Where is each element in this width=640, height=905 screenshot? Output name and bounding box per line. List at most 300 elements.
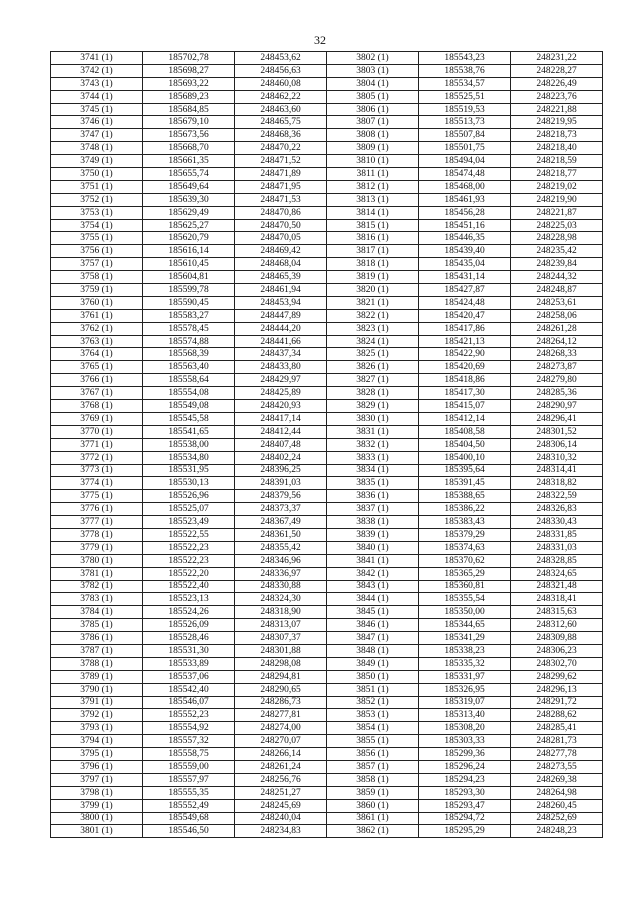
y-coordinate-cell: 248260,45 xyxy=(511,799,603,812)
x-coordinate-cell: 185391,45 xyxy=(419,477,511,490)
x-coordinate-cell: 185673,56 xyxy=(143,129,235,142)
point-id-cell: 3807 (1) xyxy=(327,116,419,129)
x-coordinate-cell: 185400,10 xyxy=(419,451,511,464)
table-row xyxy=(51,155,603,168)
table-row xyxy=(51,284,603,297)
y-coordinate-cell: 248288,62 xyxy=(511,709,603,722)
y-coordinate-cell: 248318,41 xyxy=(511,593,603,606)
y-coordinate-cell: 248251,27 xyxy=(235,786,327,799)
point-id-cell: 3833 (1) xyxy=(327,451,419,464)
coordinates-table-body xyxy=(51,52,603,838)
y-coordinate-cell: 248273,87 xyxy=(511,361,603,374)
y-coordinate-cell: 248258,06 xyxy=(511,309,603,322)
coordinates-table xyxy=(50,51,603,838)
point-id-cell: 3800 (1) xyxy=(51,812,143,825)
table-row xyxy=(51,245,603,258)
x-coordinate-cell: 185698,27 xyxy=(143,64,235,77)
x-coordinate-cell: 185541,65 xyxy=(143,425,235,438)
y-coordinate-cell: 248245,69 xyxy=(235,799,327,812)
y-coordinate-cell: 248219,90 xyxy=(511,193,603,206)
point-id-cell: 3826 (1) xyxy=(327,361,419,374)
x-coordinate-cell: 185610,45 xyxy=(143,258,235,271)
x-coordinate-cell: 185303,33 xyxy=(419,735,511,748)
y-coordinate-cell: 248322,59 xyxy=(511,490,603,503)
table-row xyxy=(51,670,603,683)
y-coordinate-cell: 248274,00 xyxy=(235,722,327,735)
point-id-cell: 3767 (1) xyxy=(51,387,143,400)
point-id-cell: 3766 (1) xyxy=(51,374,143,387)
x-coordinate-cell: 185313,40 xyxy=(419,709,511,722)
table-row xyxy=(51,412,603,425)
point-id-cell: 3814 (1) xyxy=(327,206,419,219)
y-coordinate-cell: 248471,53 xyxy=(235,193,327,206)
table-row xyxy=(51,477,603,490)
x-coordinate-cell: 185501,75 xyxy=(419,142,511,155)
x-coordinate-cell: 185543,23 xyxy=(419,52,511,65)
point-id-cell: 3860 (1) xyxy=(327,799,419,812)
table-row xyxy=(51,619,603,632)
x-coordinate-cell: 185370,62 xyxy=(419,554,511,567)
point-id-cell: 3771 (1) xyxy=(51,438,143,451)
x-coordinate-cell: 185468,00 xyxy=(419,180,511,193)
point-id-cell: 3791 (1) xyxy=(51,696,143,709)
x-coordinate-cell: 185522,40 xyxy=(143,580,235,593)
y-coordinate-cell: 248402,24 xyxy=(235,451,327,464)
y-coordinate-cell: 248261,28 xyxy=(511,322,603,335)
y-coordinate-cell: 248429,97 xyxy=(235,374,327,387)
point-id-cell: 3763 (1) xyxy=(51,335,143,348)
x-coordinate-cell: 185549,08 xyxy=(143,400,235,413)
point-id-cell: 3748 (1) xyxy=(51,142,143,155)
table-row xyxy=(51,438,603,451)
point-id-cell: 3851 (1) xyxy=(327,683,419,696)
y-coordinate-cell: 248306,14 xyxy=(511,438,603,451)
x-coordinate-cell: 185427,87 xyxy=(419,284,511,297)
y-coordinate-cell: 248417,14 xyxy=(235,412,327,425)
y-coordinate-cell: 248301,88 xyxy=(235,644,327,657)
y-coordinate-cell: 248314,41 xyxy=(511,464,603,477)
x-coordinate-cell: 185415,07 xyxy=(419,400,511,413)
table-row xyxy=(51,116,603,129)
point-id-cell: 3778 (1) xyxy=(51,528,143,541)
table-row xyxy=(51,335,603,348)
y-coordinate-cell: 248219,95 xyxy=(511,116,603,129)
point-id-cell: 3753 (1) xyxy=(51,206,143,219)
point-id-cell: 3756 (1) xyxy=(51,245,143,258)
x-coordinate-cell: 185519,53 xyxy=(419,103,511,116)
point-id-cell: 3796 (1) xyxy=(51,760,143,773)
x-coordinate-cell: 185679,10 xyxy=(143,116,235,129)
point-id-cell: 3813 (1) xyxy=(327,193,419,206)
x-coordinate-cell: 185552,23 xyxy=(143,709,235,722)
point-id-cell: 3859 (1) xyxy=(327,786,419,799)
y-coordinate-cell: 248279,80 xyxy=(511,374,603,387)
point-id-cell: 3747 (1) xyxy=(51,129,143,142)
x-coordinate-cell: 185435,04 xyxy=(419,258,511,271)
y-coordinate-cell: 248268,33 xyxy=(511,348,603,361)
point-id-cell: 3755 (1) xyxy=(51,232,143,245)
point-id-cell: 3855 (1) xyxy=(327,735,419,748)
x-coordinate-cell: 185684,85 xyxy=(143,103,235,116)
x-coordinate-cell: 185523,13 xyxy=(143,593,235,606)
y-coordinate-cell: 248420,93 xyxy=(235,400,327,413)
x-coordinate-cell: 185702,78 xyxy=(143,52,235,65)
point-id-cell: 3777 (1) xyxy=(51,516,143,529)
table-row xyxy=(51,387,603,400)
x-coordinate-cell: 185549,68 xyxy=(143,812,235,825)
y-coordinate-cell: 248221,88 xyxy=(511,103,603,116)
y-coordinate-cell: 248226,49 xyxy=(511,77,603,90)
x-coordinate-cell: 185552,49 xyxy=(143,799,235,812)
y-coordinate-cell: 248453,62 xyxy=(235,52,327,65)
point-id-cell: 3857 (1) xyxy=(327,760,419,773)
y-coordinate-cell: 248315,63 xyxy=(511,606,603,619)
x-coordinate-cell: 185338,23 xyxy=(419,644,511,657)
point-id-cell: 3837 (1) xyxy=(327,503,419,516)
table-row xyxy=(51,103,603,116)
y-coordinate-cell: 248248,23 xyxy=(511,825,603,838)
point-id-cell: 3840 (1) xyxy=(327,541,419,554)
y-coordinate-cell: 248462,22 xyxy=(235,90,327,103)
x-coordinate-cell: 185417,86 xyxy=(419,322,511,335)
y-coordinate-cell: 248437,34 xyxy=(235,348,327,361)
y-coordinate-cell: 248330,88 xyxy=(235,580,327,593)
x-coordinate-cell: 185513,73 xyxy=(419,116,511,129)
point-id-cell: 3821 (1) xyxy=(327,296,419,309)
point-id-cell: 3786 (1) xyxy=(51,632,143,645)
x-coordinate-cell: 185379,29 xyxy=(419,528,511,541)
x-coordinate-cell: 185424,48 xyxy=(419,296,511,309)
table-row xyxy=(51,593,603,606)
point-id-cell: 3798 (1) xyxy=(51,786,143,799)
y-coordinate-cell: 248447,89 xyxy=(235,309,327,322)
x-coordinate-cell: 185542,40 xyxy=(143,683,235,696)
y-coordinate-cell: 248469,42 xyxy=(235,245,327,258)
x-coordinate-cell: 185299,36 xyxy=(419,748,511,761)
table-row xyxy=(51,180,603,193)
table-row xyxy=(51,735,603,748)
point-id-cell: 3787 (1) xyxy=(51,644,143,657)
table-row xyxy=(51,219,603,232)
point-id-cell: 3850 (1) xyxy=(327,670,419,683)
x-coordinate-cell: 185522,23 xyxy=(143,554,235,567)
point-id-cell: 3772 (1) xyxy=(51,451,143,464)
table-row xyxy=(51,77,603,90)
x-coordinate-cell: 185616,14 xyxy=(143,245,235,258)
y-coordinate-cell: 248296,13 xyxy=(511,683,603,696)
point-id-cell: 3764 (1) xyxy=(51,348,143,361)
y-coordinate-cell: 248296,41 xyxy=(511,412,603,425)
y-coordinate-cell: 248248,87 xyxy=(511,284,603,297)
x-coordinate-cell: 185526,09 xyxy=(143,619,235,632)
table-row xyxy=(51,812,603,825)
y-coordinate-cell: 248239,84 xyxy=(511,258,603,271)
point-id-cell: 3784 (1) xyxy=(51,606,143,619)
point-id-cell: 3823 (1) xyxy=(327,322,419,335)
table-row xyxy=(51,322,603,335)
y-coordinate-cell: 248379,56 xyxy=(235,490,327,503)
x-coordinate-cell: 185625,27 xyxy=(143,219,235,232)
point-id-cell: 3809 (1) xyxy=(327,142,419,155)
x-coordinate-cell: 185528,46 xyxy=(143,632,235,645)
y-coordinate-cell: 248331,85 xyxy=(511,528,603,541)
point-id-cell: 3842 (1) xyxy=(327,567,419,580)
y-coordinate-cell: 248294,81 xyxy=(235,670,327,683)
y-coordinate-cell: 248326,83 xyxy=(511,503,603,516)
x-coordinate-cell: 185531,95 xyxy=(143,464,235,477)
y-coordinate-cell: 248228,98 xyxy=(511,232,603,245)
y-coordinate-cell: 248318,90 xyxy=(235,606,327,619)
point-id-cell: 3816 (1) xyxy=(327,232,419,245)
x-coordinate-cell: 185296,24 xyxy=(419,760,511,773)
point-id-cell: 3827 (1) xyxy=(327,374,419,387)
table-row xyxy=(51,748,603,761)
x-coordinate-cell: 185546,50 xyxy=(143,825,235,838)
y-coordinate-cell: 248460,08 xyxy=(235,77,327,90)
table-row xyxy=(51,722,603,735)
table-row xyxy=(51,554,603,567)
point-id-cell: 3741 (1) xyxy=(51,52,143,65)
x-coordinate-cell: 185693,22 xyxy=(143,77,235,90)
x-coordinate-cell: 185308,20 xyxy=(419,722,511,735)
x-coordinate-cell: 185344,65 xyxy=(419,619,511,632)
point-id-cell: 3781 (1) xyxy=(51,567,143,580)
table-row xyxy=(51,142,603,155)
y-coordinate-cell: 248441,66 xyxy=(235,335,327,348)
y-coordinate-cell: 248412,44 xyxy=(235,425,327,438)
y-coordinate-cell: 248306,23 xyxy=(511,644,603,657)
point-id-cell: 3792 (1) xyxy=(51,709,143,722)
y-coordinate-cell: 248456,63 xyxy=(235,64,327,77)
x-coordinate-cell: 185360,81 xyxy=(419,580,511,593)
y-coordinate-cell: 248444,20 xyxy=(235,322,327,335)
table-row xyxy=(51,52,603,65)
point-id-cell: 3759 (1) xyxy=(51,284,143,297)
point-id-cell: 3770 (1) xyxy=(51,425,143,438)
y-coordinate-cell: 248470,86 xyxy=(235,206,327,219)
point-id-cell: 3854 (1) xyxy=(327,722,419,735)
x-coordinate-cell: 185386,22 xyxy=(419,503,511,516)
y-coordinate-cell: 248318,82 xyxy=(511,477,603,490)
point-id-cell: 3760 (1) xyxy=(51,296,143,309)
x-coordinate-cell: 185661,35 xyxy=(143,155,235,168)
y-coordinate-cell: 248433,80 xyxy=(235,361,327,374)
y-coordinate-cell: 248309,88 xyxy=(511,632,603,645)
table-row xyxy=(51,374,603,387)
x-coordinate-cell: 185365,29 xyxy=(419,567,511,580)
x-coordinate-cell: 185326,95 xyxy=(419,683,511,696)
x-coordinate-cell: 185408,58 xyxy=(419,425,511,438)
x-coordinate-cell: 185620,79 xyxy=(143,232,235,245)
x-coordinate-cell: 185350,00 xyxy=(419,606,511,619)
x-coordinate-cell: 185383,43 xyxy=(419,516,511,529)
point-id-cell: 3841 (1) xyxy=(327,554,419,567)
table-row xyxy=(51,258,603,271)
y-coordinate-cell: 248312,60 xyxy=(511,619,603,632)
y-coordinate-cell: 248269,38 xyxy=(511,773,603,786)
table-row xyxy=(51,309,603,322)
x-coordinate-cell: 185538,00 xyxy=(143,438,235,451)
x-coordinate-cell: 185374,63 xyxy=(419,541,511,554)
y-coordinate-cell: 248218,73 xyxy=(511,129,603,142)
point-id-cell: 3838 (1) xyxy=(327,516,419,529)
x-coordinate-cell: 185422,90 xyxy=(419,348,511,361)
point-id-cell: 3810 (1) xyxy=(327,155,419,168)
point-id-cell: 3779 (1) xyxy=(51,541,143,554)
table-row xyxy=(51,644,603,657)
x-coordinate-cell: 185494,04 xyxy=(419,155,511,168)
x-coordinate-cell: 185574,88 xyxy=(143,335,235,348)
y-coordinate-cell: 248313,07 xyxy=(235,619,327,632)
point-id-cell: 3835 (1) xyxy=(327,477,419,490)
table-row xyxy=(51,516,603,529)
table-row xyxy=(51,271,603,284)
y-coordinate-cell: 248285,41 xyxy=(511,722,603,735)
x-coordinate-cell: 185474,48 xyxy=(419,168,511,181)
y-coordinate-cell: 248307,37 xyxy=(235,632,327,645)
table-row xyxy=(51,657,603,670)
y-coordinate-cell: 248470,05 xyxy=(235,232,327,245)
point-id-cell: 3846 (1) xyxy=(327,619,419,632)
point-id-cell: 3806 (1) xyxy=(327,103,419,116)
y-coordinate-cell: 248367,49 xyxy=(235,516,327,529)
point-id-cell: 3808 (1) xyxy=(327,129,419,142)
x-coordinate-cell: 185335,32 xyxy=(419,657,511,670)
point-id-cell: 3825 (1) xyxy=(327,348,419,361)
y-coordinate-cell: 248331,03 xyxy=(511,541,603,554)
x-coordinate-cell: 185629,49 xyxy=(143,206,235,219)
x-coordinate-cell: 185439,40 xyxy=(419,245,511,258)
point-id-cell: 3811 (1) xyxy=(327,168,419,181)
table-row xyxy=(51,206,603,219)
y-coordinate-cell: 248285,36 xyxy=(511,387,603,400)
y-coordinate-cell: 248253,61 xyxy=(511,296,603,309)
point-id-cell: 3817 (1) xyxy=(327,245,419,258)
y-coordinate-cell: 248291,72 xyxy=(511,696,603,709)
y-coordinate-cell: 248264,98 xyxy=(511,786,603,799)
point-id-cell: 3845 (1) xyxy=(327,606,419,619)
y-coordinate-cell: 248290,97 xyxy=(511,400,603,413)
point-id-cell: 3801 (1) xyxy=(51,825,143,838)
point-id-cell: 3832 (1) xyxy=(327,438,419,451)
point-id-cell: 3862 (1) xyxy=(327,825,419,838)
y-coordinate-cell: 248301,52 xyxy=(511,425,603,438)
table-row xyxy=(51,696,603,709)
x-coordinate-cell: 185534,80 xyxy=(143,451,235,464)
x-coordinate-cell: 185545,58 xyxy=(143,412,235,425)
table-row xyxy=(51,567,603,580)
point-id-cell: 3803 (1) xyxy=(327,64,419,77)
x-coordinate-cell: 185431,14 xyxy=(419,271,511,284)
point-id-cell: 3773 (1) xyxy=(51,464,143,477)
table-row xyxy=(51,632,603,645)
point-id-cell: 3744 (1) xyxy=(51,90,143,103)
y-coordinate-cell: 248256,76 xyxy=(235,773,327,786)
y-coordinate-cell: 248407,48 xyxy=(235,438,327,451)
y-coordinate-cell: 248465,39 xyxy=(235,271,327,284)
point-id-cell: 3861 (1) xyxy=(327,812,419,825)
y-coordinate-cell: 248218,59 xyxy=(511,155,603,168)
table-row xyxy=(51,400,603,413)
x-coordinate-cell: 185293,30 xyxy=(419,786,511,799)
x-coordinate-cell: 185668,70 xyxy=(143,142,235,155)
y-coordinate-cell: 248264,12 xyxy=(511,335,603,348)
x-coordinate-cell: 185523,49 xyxy=(143,516,235,529)
y-coordinate-cell: 248373,37 xyxy=(235,503,327,516)
y-coordinate-cell: 248223,76 xyxy=(511,90,603,103)
point-id-cell: 3804 (1) xyxy=(327,77,419,90)
table-row xyxy=(51,773,603,786)
table-row xyxy=(51,580,603,593)
x-coordinate-cell: 185388,65 xyxy=(419,490,511,503)
y-coordinate-cell: 248453,94 xyxy=(235,296,327,309)
table-row xyxy=(51,490,603,503)
y-coordinate-cell: 248221,87 xyxy=(511,206,603,219)
point-id-cell: 3776 (1) xyxy=(51,503,143,516)
y-coordinate-cell: 248286,73 xyxy=(235,696,327,709)
x-coordinate-cell: 185522,20 xyxy=(143,567,235,580)
y-coordinate-cell: 248470,22 xyxy=(235,142,327,155)
point-id-cell: 3743 (1) xyxy=(51,77,143,90)
y-coordinate-cell: 248234,83 xyxy=(235,825,327,838)
x-coordinate-cell: 185456,28 xyxy=(419,206,511,219)
point-id-cell: 3843 (1) xyxy=(327,580,419,593)
x-coordinate-cell: 185404,50 xyxy=(419,438,511,451)
point-id-cell: 3794 (1) xyxy=(51,735,143,748)
y-coordinate-cell: 248471,89 xyxy=(235,168,327,181)
y-coordinate-cell: 248468,36 xyxy=(235,129,327,142)
y-coordinate-cell: 248346,96 xyxy=(235,554,327,567)
table-row xyxy=(51,425,603,438)
y-coordinate-cell: 248425,89 xyxy=(235,387,327,400)
point-id-cell: 3824 (1) xyxy=(327,335,419,348)
y-coordinate-cell: 248321,48 xyxy=(511,580,603,593)
point-id-cell: 3822 (1) xyxy=(327,309,419,322)
x-coordinate-cell: 185563,40 xyxy=(143,361,235,374)
point-id-cell: 3762 (1) xyxy=(51,322,143,335)
x-coordinate-cell: 185319,07 xyxy=(419,696,511,709)
table-row xyxy=(51,464,603,477)
y-coordinate-cell: 248228,27 xyxy=(511,64,603,77)
x-coordinate-cell: 185531,30 xyxy=(143,644,235,657)
x-coordinate-cell: 185526,96 xyxy=(143,490,235,503)
x-coordinate-cell: 185530,13 xyxy=(143,477,235,490)
y-coordinate-cell: 248336,97 xyxy=(235,567,327,580)
y-coordinate-cell: 248277,81 xyxy=(235,709,327,722)
point-id-cell: 3782 (1) xyxy=(51,580,143,593)
y-coordinate-cell: 248330,43 xyxy=(511,516,603,529)
x-coordinate-cell: 185525,51 xyxy=(419,90,511,103)
y-coordinate-cell: 248266,14 xyxy=(235,748,327,761)
y-coordinate-cell: 248281,73 xyxy=(511,735,603,748)
point-id-cell: 3774 (1) xyxy=(51,477,143,490)
point-id-cell: 3746 (1) xyxy=(51,116,143,129)
x-coordinate-cell: 185446,35 xyxy=(419,232,511,245)
point-id-cell: 3815 (1) xyxy=(327,219,419,232)
x-coordinate-cell: 185546,07 xyxy=(143,696,235,709)
x-coordinate-cell: 185554,92 xyxy=(143,722,235,735)
x-coordinate-cell: 185590,45 xyxy=(143,296,235,309)
point-id-cell: 3802 (1) xyxy=(327,52,419,65)
y-coordinate-cell: 248471,95 xyxy=(235,180,327,193)
point-id-cell: 3765 (1) xyxy=(51,361,143,374)
x-coordinate-cell: 185559,00 xyxy=(143,760,235,773)
table-row xyxy=(51,296,603,309)
point-id-cell: 3799 (1) xyxy=(51,799,143,812)
point-id-cell: 3769 (1) xyxy=(51,412,143,425)
x-coordinate-cell: 185451,16 xyxy=(419,219,511,232)
point-id-cell: 3836 (1) xyxy=(327,490,419,503)
